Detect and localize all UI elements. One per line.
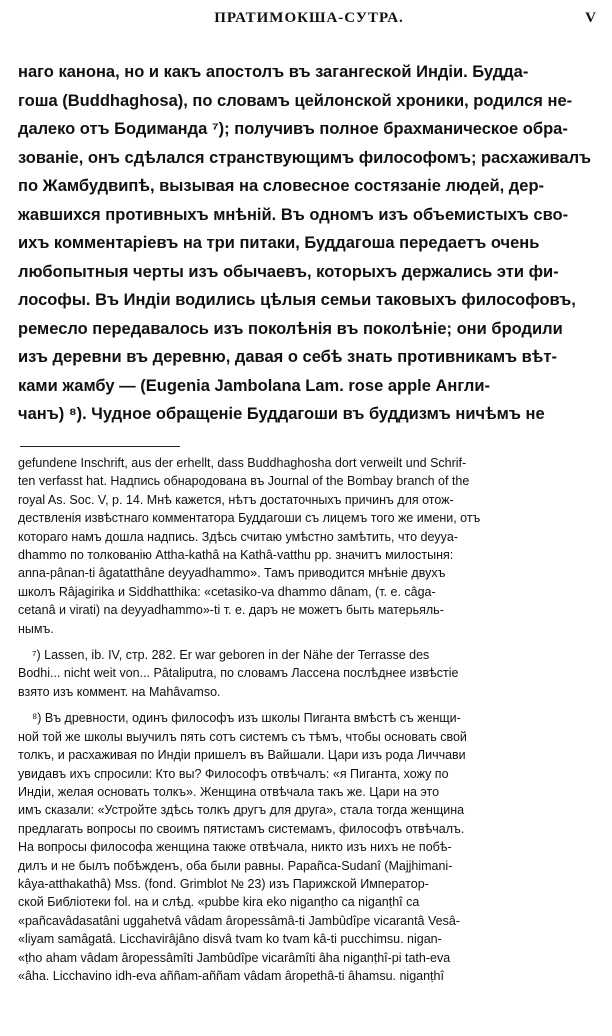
footnote-continuation	[18, 454, 598, 638]
footnote-line: На вопросы философа женщина также отвѣчала, никто изъ нихъ не побѣ-	[18, 840, 452, 855]
footnote-line: имъ сказали: «Устройте здѣсь толкъ другъ для друга», стала тогда женщина	[18, 803, 465, 818]
text-line: изъ деревни въ деревню, давая о себѣ знать противникамъ вѣт-	[18, 348, 557, 366]
footnote-line: ной той же школы выучилъ пять сотъ системъ съ тѣмъ, чтобы основать свой	[18, 729, 467, 744]
footnote-line: толкъ, и расхаживая по Индіи пришелъ въ Вайшали. Цари изъ рода Личчави	[18, 748, 466, 763]
footnote-line: «ṭho aham vâdam âropessâmîti Jambûdîpe vicarâmîti âha niganṭhî-pi tath-eva	[18, 950, 451, 965]
text-line: ремесло передавалось изъ поколѣнія въ поколѣніе; они бродили	[18, 319, 563, 338]
footnote-line: предлагать вопросы по своимъ пятистамъ системамъ, философъ отвѣчалъ.	[18, 821, 465, 836]
footnote-line: «âha. Licchavino idh-eva aññam-aññam vâdam âropethâ-ti âhamsu. niganṭhî	[18, 968, 444, 983]
text-line: жавшихся противныхъ мнѣній. Въ одномъ изъ объемистыхъ сво-	[18, 205, 569, 224]
footnote-line: ten verfasst hat. Надпись обнародована въ Journal of the Bombay branch of the	[18, 474, 470, 489]
footnote-line: дествленія извѣстнаго комментатора Буддагоши съ лицемъ того же имени, отъ	[18, 511, 481, 526]
footnote-line: «liyam samâgatâ. Licchavirâjâno disvâ tvam ko tvam kâ-ti pucchimsu. nigan-	[18, 932, 442, 947]
text-line: ихъ комментаріевъ на три питаки, Буддагоша передаетъ очень	[18, 234, 540, 252]
footnote-line: котораго намъ дошла надпись. Здѣсь считаю умѣстно замѣтить, что deyya-	[18, 529, 459, 544]
footnote-line: взято изъ коммент. на Mahâvamso.	[18, 684, 221, 699]
text-line: любопытныя черты изъ обычаевъ, которыхъ держались эти фи-	[18, 262, 559, 281]
text-line: далеко отъ Бодиманда ⁷); получивъ полное брахманическое обра-	[18, 120, 568, 138]
text-line: зованіе, онъ сдѣлался странствующимъ философомъ; расхаживалъ	[18, 148, 592, 167]
footnote-7	[18, 646, 598, 701]
footnote-line: «pañcavâdasatâni uggahetvâ vâdam âropessâmâ-ti Jambûdîpe vicarantâ Vesâ-	[18, 913, 460, 928]
page-number: V	[585, 10, 596, 26]
footnote-line: dhammo по толкованію Attha-kathâ на Kathâ-vatthu pp. значитъ милостыня:	[18, 548, 454, 563]
footnote-line: увидавъ ихъ спросили: Кто вы? Философъ отвѣчалъ: «я Пиганта, хожу по	[18, 766, 449, 781]
text-line: по Жамбудвипѣ, вызывая на словесное состязаніе людей, дер-	[18, 177, 545, 195]
text-line: лософы. Въ Индіи водились цѣлыя семьи таковыхъ философовъ,	[18, 291, 576, 309]
text-line: ками жамбу — (Eugenia Jambolana Lam. rose apple Англи-	[18, 376, 490, 395]
page-header	[18, 10, 600, 32]
text-line: гоша (Buddhaghosa), по словамъ цейлонской хроники, родился не-	[18, 91, 573, 110]
footnote-line: anna-pânan-ti âgatatthâne deyyadhammo». Тамъ приводится мнѣніе двухъ	[18, 566, 446, 581]
footnote-line: Bodhi... nicht weit von... Pâtaliputra, по словамъ Лассена послѣднее извѣстіе	[18, 666, 459, 681]
footnote-separator	[20, 446, 180, 447]
footnote-line: cetanâ и virati) na deyyadhammo»-ti т. е. даръ не можетъ быть матерьяль-	[18, 603, 444, 618]
footnote-line: дилъ и не былъ побѣжденъ, оба были равны. Papañca-Sudanî (Majjhimani-	[18, 858, 453, 873]
footnote-line: ⁷) Lassen, ib. IV, стр. 282. Er war geboren in der Nähe der Terrasse des	[32, 648, 430, 663]
footnote-line: gefundene Inschrift, aus der erhellt, dass Buddhaghosha dort verweilt und Schrif-	[18, 456, 467, 470]
footnote-line: нымъ.	[18, 621, 54, 636]
main-text	[18, 58, 598, 429]
running-title: ПРАТИМОКША-СУТРА.	[214, 10, 404, 26]
footnote-line: kâya-atthakathâ) Mss. (fond. Grimblot № 23) изъ Парижской Император-	[18, 876, 429, 891]
footnote-line: Индіи, желая основать толкъ». Женщина отвѣчала такъ же. Цари на это	[18, 784, 440, 799]
footnote-8	[18, 709, 598, 985]
footnote-line: школъ Râjagirika и Siddhatthika: «cetasiko-va dhammo dânam, (т. е. câga-	[18, 584, 436, 599]
footnotes	[18, 454, 598, 993]
footnote-line: ⁸) Въ древности, одинъ философъ изъ школы Пиганта вмѣстѣ съ женщи-	[32, 711, 461, 726]
text-line: чанъ) ⁸). Чудное обращеніе Буддагоши въ буддизмъ ничѣмъ не	[18, 405, 545, 423]
footnote-line: ской Библіотеки fol. на и слѣд. «pubbe kira eko niganṭho ca niganṭhî ca	[18, 895, 420, 910]
footnote-line: royal As. Soc. V, p. 14. Мнѣ кажется, нѣтъ достаточныхъ причинъ для отож-	[18, 492, 454, 507]
text-line: наго канона, но и какъ апостолъ въ загангеской Индіи. Будда-	[18, 63, 529, 81]
